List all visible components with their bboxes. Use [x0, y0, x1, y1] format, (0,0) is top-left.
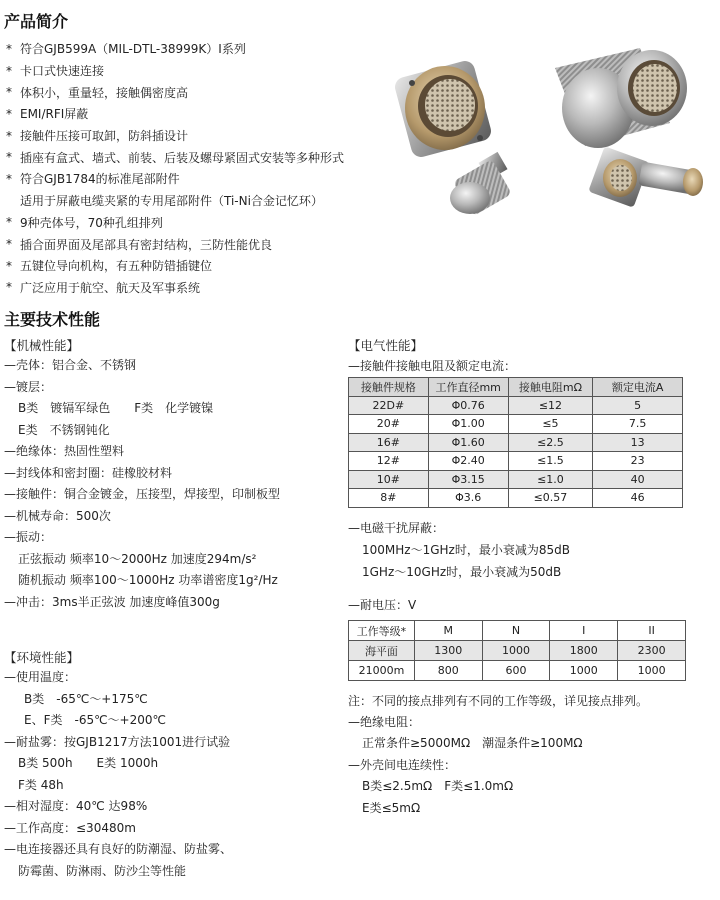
- intro-item: [4, 277, 404, 299]
- insulation-title: —绝缘电阻：: [348, 715, 421, 729]
- contact-table-row: [349, 470, 683, 489]
- env-list: [4, 666, 232, 881]
- voltage-table-row: [349, 641, 686, 661]
- contact-table-cell: 23: [593, 452, 683, 471]
- shell-continuity-title: —外壳间电连续性：: [348, 758, 457, 772]
- intro-item-text: 卡口式快速连接: [20, 64, 105, 79]
- contact-table-cell: 40: [593, 470, 683, 489]
- contact-table-cell: ≤5: [508, 415, 593, 434]
- env-row: E、F类 -65℃～+200℃: [24, 713, 166, 728]
- contact-table-cell: 5: [593, 396, 683, 415]
- intro-item: [4, 103, 404, 125]
- env-row: 防霉菌、防淋雨、防沙尘等性能: [18, 863, 187, 878]
- contact-table-cell: 46: [593, 489, 683, 508]
- contact-table-cell: Φ3.6: [428, 489, 508, 508]
- mech-row: —振动：: [4, 530, 53, 545]
- voltage-table-header: [349, 621, 686, 641]
- voltage-table-cell: 1000: [550, 661, 618, 681]
- voltage-table-header-cell: N: [482, 621, 550, 641]
- contact-table-cell: 7.5: [593, 415, 683, 434]
- env-row: —相对湿度：40℃ 达98%: [4, 799, 148, 814]
- flange-receptacle-image: [393, 59, 493, 159]
- contact-table-header-cell: 接触件规格: [349, 378, 429, 397]
- mech-row: B类 镀镉军绿色 F类 化学镀镍: [18, 401, 214, 416]
- contact-table-cell: ≤0.57: [508, 489, 593, 508]
- bullet-marker: *: [6, 171, 12, 186]
- voltage-table: [348, 620, 686, 681]
- voltage-table-cell: 海平面: [349, 641, 415, 661]
- contact-table-cell: 8#: [349, 489, 429, 508]
- mech-row: —封线体和密封圈：硅橡胶材料: [4, 465, 173, 480]
- intro-item-text: 插座有盒式、墙式、前装、后装及螺母紧固式安装等多种形式: [20, 150, 345, 165]
- intro-item-text: 广泛应用于航空、航天及军事系统: [20, 280, 201, 295]
- contact-table-row: [349, 415, 683, 434]
- intro-item-text: 插合面界面及尾部具有密封结构，三防性能优良: [20, 237, 273, 252]
- intro-item-text: 9种壳体号，70种孔组排列: [20, 215, 163, 230]
- intro-item: [4, 125, 404, 147]
- env-row: —电连接器还具有良好的防潮湿、防盐雾、: [4, 842, 233, 857]
- contact-table-cell: Φ0.76: [428, 396, 508, 415]
- contact-table-header-cell: 接触电阻mΩ: [508, 378, 593, 397]
- contact-table-cell: 22D#: [349, 396, 429, 415]
- intro-item: [4, 255, 404, 277]
- bullet-marker: *: [6, 237, 12, 252]
- connector-product-photo: [390, 28, 715, 228]
- contact-table: [348, 377, 683, 508]
- contact-table-cell: ≤1.0: [508, 470, 593, 489]
- intro-title: 产品简介: [4, 12, 69, 31]
- voltage-table-cell: 1300: [414, 641, 482, 661]
- voltage-table-cell: 1000: [618, 661, 686, 681]
- intro-item-text: EMI/RFI屏蔽: [20, 107, 89, 122]
- env-row: —工作高度：≤30480m: [4, 820, 136, 835]
- env-row: B类 -65℃～+175℃: [24, 691, 148, 706]
- contact-table-row: [349, 452, 683, 471]
- intro-item: [4, 60, 404, 82]
- mech-row: —接触件：铜合金镀金，压接型，焊接型，印制板型: [4, 487, 281, 502]
- emi-row-1: 100MHz～1GHz时，最小衰减为85dB: [362, 543, 570, 557]
- voltage-table-cell: 1000: [482, 641, 550, 661]
- emi-title: —电磁干扰屏蔽：: [348, 521, 445, 535]
- intro-item: [4, 146, 404, 168]
- emi-row-2: 1GHz～10GHz时，最小衰减为50dB: [362, 565, 562, 579]
- intro-item: [4, 168, 404, 190]
- voltage-table-header-cell: I: [550, 621, 618, 641]
- contact-table-header: [349, 378, 683, 397]
- mech-list: [4, 354, 280, 612]
- intro-item-text: 符合GJB599A（MIL-DTL-38999K）Ⅰ系列: [20, 42, 246, 57]
- intro-item: [4, 38, 404, 60]
- contact-table-cell: ≤2.5: [508, 433, 593, 452]
- intro-item: [4, 233, 404, 255]
- voltage-title: —耐电压：V: [348, 598, 417, 612]
- intro-item-text: 符合GJB1784的标准尾部附件: [20, 172, 180, 187]
- insulation-row: 正常条件≥5000MΩ 潮湿条件≥100MΩ: [362, 736, 583, 750]
- env-row: —使用温度：: [4, 670, 77, 685]
- voltage-table-cell: 2300: [618, 641, 686, 661]
- voltage-table-cell: 1800: [550, 641, 618, 661]
- contact-table-cell: Φ1.00: [428, 415, 508, 434]
- bullet-marker: *: [6, 150, 12, 165]
- straight-plug-image: [450, 152, 512, 216]
- env-row: —耐盐雾：按GJB1217方法1001进行试验: [4, 734, 231, 749]
- performance-title: 主要技术性能: [4, 310, 101, 329]
- intro-item-text: 接触件压接可取卸，防斜插设计: [20, 129, 189, 144]
- voltage-table-header-cell: 工作等级*: [349, 621, 415, 641]
- contact-table-cell: ≤1.5: [508, 452, 593, 471]
- voltage-table-header-cell: II: [618, 621, 686, 641]
- bullet-marker: *: [6, 258, 12, 273]
- env-row: F类 48h: [18, 777, 64, 792]
- mech-row: 随机振动 频率100～1000Hz 功率谱密度1g²/Hz: [18, 573, 278, 588]
- bullet-marker: *: [6, 215, 12, 230]
- contact-table-cell: 10#: [349, 470, 429, 489]
- square-flange-receptacle-image: [588, 146, 703, 208]
- plug-connector-image: [555, 48, 687, 148]
- bullet-marker: *: [6, 41, 12, 56]
- contact-table-header-cell: 工作直径mm: [428, 378, 508, 397]
- intro-item-text: 体积小，重量轻，接触偶密度高: [20, 85, 189, 100]
- shell-continuity-row-1: B类≤2.5mΩ F类≤1.0mΩ: [362, 779, 514, 793]
- contact-table-cell: 12#: [349, 452, 429, 471]
- contact-resistance-title: —接触件接触电阻及额定电流：: [348, 359, 517, 373]
- bullet-marker: *: [6, 128, 12, 143]
- contact-table-cell: ≤12: [508, 396, 593, 415]
- voltage-note: 注：不同的接点排列有不同的工作等级，详见接点排列。: [348, 694, 649, 708]
- voltage-table-cell: 21000m: [349, 661, 415, 681]
- mech-section-title: 【机械性能】: [4, 338, 80, 353]
- contact-table-cell: Φ1.60: [428, 433, 508, 452]
- voltage-table-header-cell: M: [414, 621, 482, 641]
- env-section-title: 【环境性能】: [4, 650, 80, 665]
- mech-row: —镀层：: [4, 379, 53, 394]
- bullet-marker: *: [6, 106, 12, 121]
- intro-item: [4, 81, 404, 103]
- mech-row: —壳体：铝合金、不锈钢: [4, 358, 137, 373]
- mech-row: —绝缘体：热固性塑料: [4, 444, 125, 459]
- contact-table-cell: 13: [593, 433, 683, 452]
- contact-table-header-cell: 额定电流A: [593, 378, 683, 397]
- intro-item-text: 适用于屏蔽电缆夹紧的专用尾部附件（Ti-Ni合金记忆环）: [20, 194, 323, 209]
- mech-row: 正弦振动 频率10～2000Hz 加速度294m/s²: [18, 551, 257, 566]
- contact-table-cell: Φ2.40: [428, 452, 508, 471]
- contact-table-row: [349, 396, 683, 415]
- mech-row: E类 不锈钢钝化: [18, 422, 110, 437]
- bullet-marker: *: [6, 85, 12, 100]
- intro-item: [4, 190, 404, 212]
- bullet-marker: *: [6, 280, 12, 295]
- mech-row: —机械寿命：500次: [4, 508, 111, 523]
- contact-table-row: [349, 433, 683, 452]
- intro-item-text: 五键位导向机构，有五种防错插键位: [20, 259, 213, 274]
- bullet-marker: *: [6, 63, 12, 78]
- voltage-table-cell: 800: [414, 661, 482, 681]
- mech-row: —冲击：3ms半正弦波 加速度峰值300g: [4, 594, 220, 609]
- env-row: B类 500h E类 1000h: [18, 756, 159, 771]
- voltage-table-row: [349, 661, 686, 681]
- intro-list: [4, 38, 404, 298]
- shell-continuity-row-2: E类≤5mΩ: [362, 801, 421, 815]
- contact-table-cell: 16#: [349, 433, 429, 452]
- contact-table-row: [349, 489, 683, 508]
- contact-table-cell: Φ3.15: [428, 470, 508, 489]
- elec-section-title: 【电气性能】: [348, 338, 424, 353]
- intro-item: [4, 212, 404, 234]
- contact-table-cell: 20#: [349, 415, 429, 434]
- voltage-table-cell: 600: [482, 661, 550, 681]
